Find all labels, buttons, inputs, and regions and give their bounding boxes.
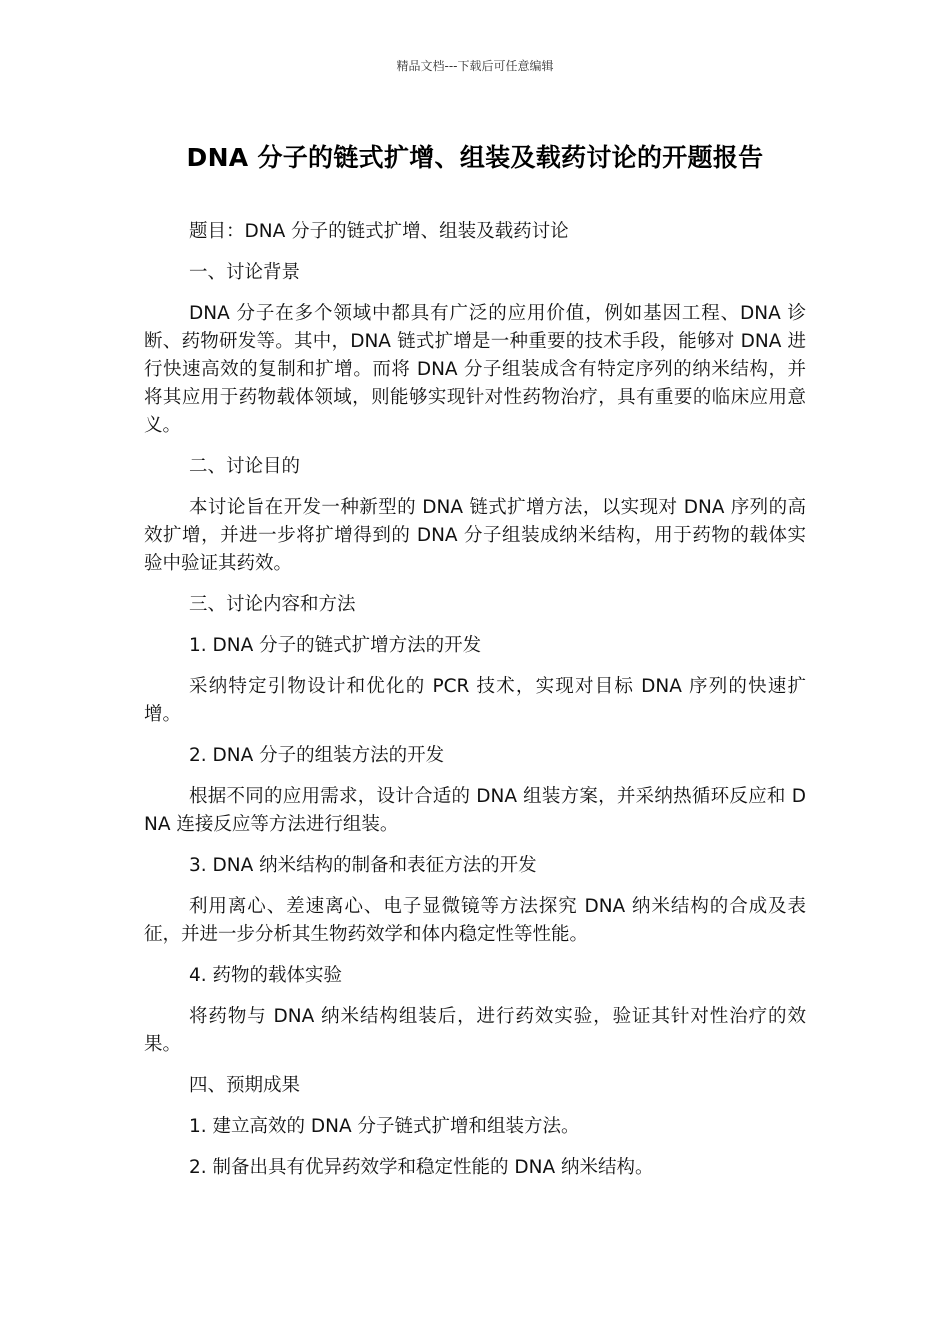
purpose-paragraph: 本讨论旨在开发一种新型的 DNA 链式扩增方法，以实现对 DNA 序列的高效扩增，并进一步将扩增得到的 DNA 分子组装成纳米结构，用于药物的载体实验中验证其药效。 bbox=[144, 497, 806, 574]
section-heading-purpose: 二、讨论目的 bbox=[189, 456, 301, 477]
method-item-2-heading: 2. DNA 分子的组装方法的开发 bbox=[189, 745, 445, 766]
document-body bbox=[144, 218, 806, 1195]
outcome-item-1: 1. 建立高效的 DNA 分子链式扩增和组装方法。 bbox=[189, 1116, 580, 1137]
document-title: DNA 分子的链式扩增、组装及载药讨论的开题报告 bbox=[186, 143, 764, 172]
section-heading-background: 一、讨论背景 bbox=[189, 262, 301, 283]
method-item-4-paragraph: 将药物与 DNA 纳米结构组装后，进行药效实验，验证其针对性治疗的效果。 bbox=[144, 1006, 806, 1055]
method-item-4-heading: 4. 药物的载体实验 bbox=[189, 965, 343, 986]
header-note: 精品文档---下载后可任意编辑 bbox=[396, 59, 554, 73]
method-item-3-heading: 3. DNA 纳米结构的制备和表征方法的开发 bbox=[189, 855, 537, 876]
method-item-1-heading: 1. DNA 分子的链式扩增方法的开发 bbox=[189, 635, 482, 656]
section-heading-outcomes: 四、预期成果 bbox=[189, 1075, 301, 1096]
section-heading-methods: 三、讨论内容和方法 bbox=[189, 594, 356, 615]
outcome-item-2: 2. 制备出具有优异药效学和稳定性能的 DNA 纳米结构。 bbox=[189, 1157, 654, 1178]
method-item-3-paragraph: 利用离心、差速离心、电子显微镜等方法探究 DNA 纳米结构的合成及表征，并进一步分析其生物药效学和体内稳定性等性能。 bbox=[144, 896, 806, 945]
method-item-1-paragraph: 采纳特定引物设计和优化的 PCR 技术，实现对目标 DNA 序列的快速扩增。 bbox=[144, 676, 806, 725]
topic-line: 题目：DNA 分子的链式扩增、组装及载药讨论 bbox=[189, 221, 569, 242]
method-item-2-paragraph: 根据不同的应用需求，设计合适的 DNA 组装方案，并采纳热循环反应和 DNA 连接反应等方法进行组装。 bbox=[144, 786, 806, 835]
background-paragraph: DNA 分子在多个领域中都具有广泛的应用价值，例如基因工程、DNA 诊断、药物研发等。其中，DNA 链式扩增是一种重要的技术手段，能够对 DNA 进行快速高效的复制和扩增。而将 DNA 分子组装成含有特定序列的纳米结构，并将其应用于药物载体领域，则能够实现针对性药物治疗，具有重要的临床应用意义。 bbox=[144, 303, 806, 436]
